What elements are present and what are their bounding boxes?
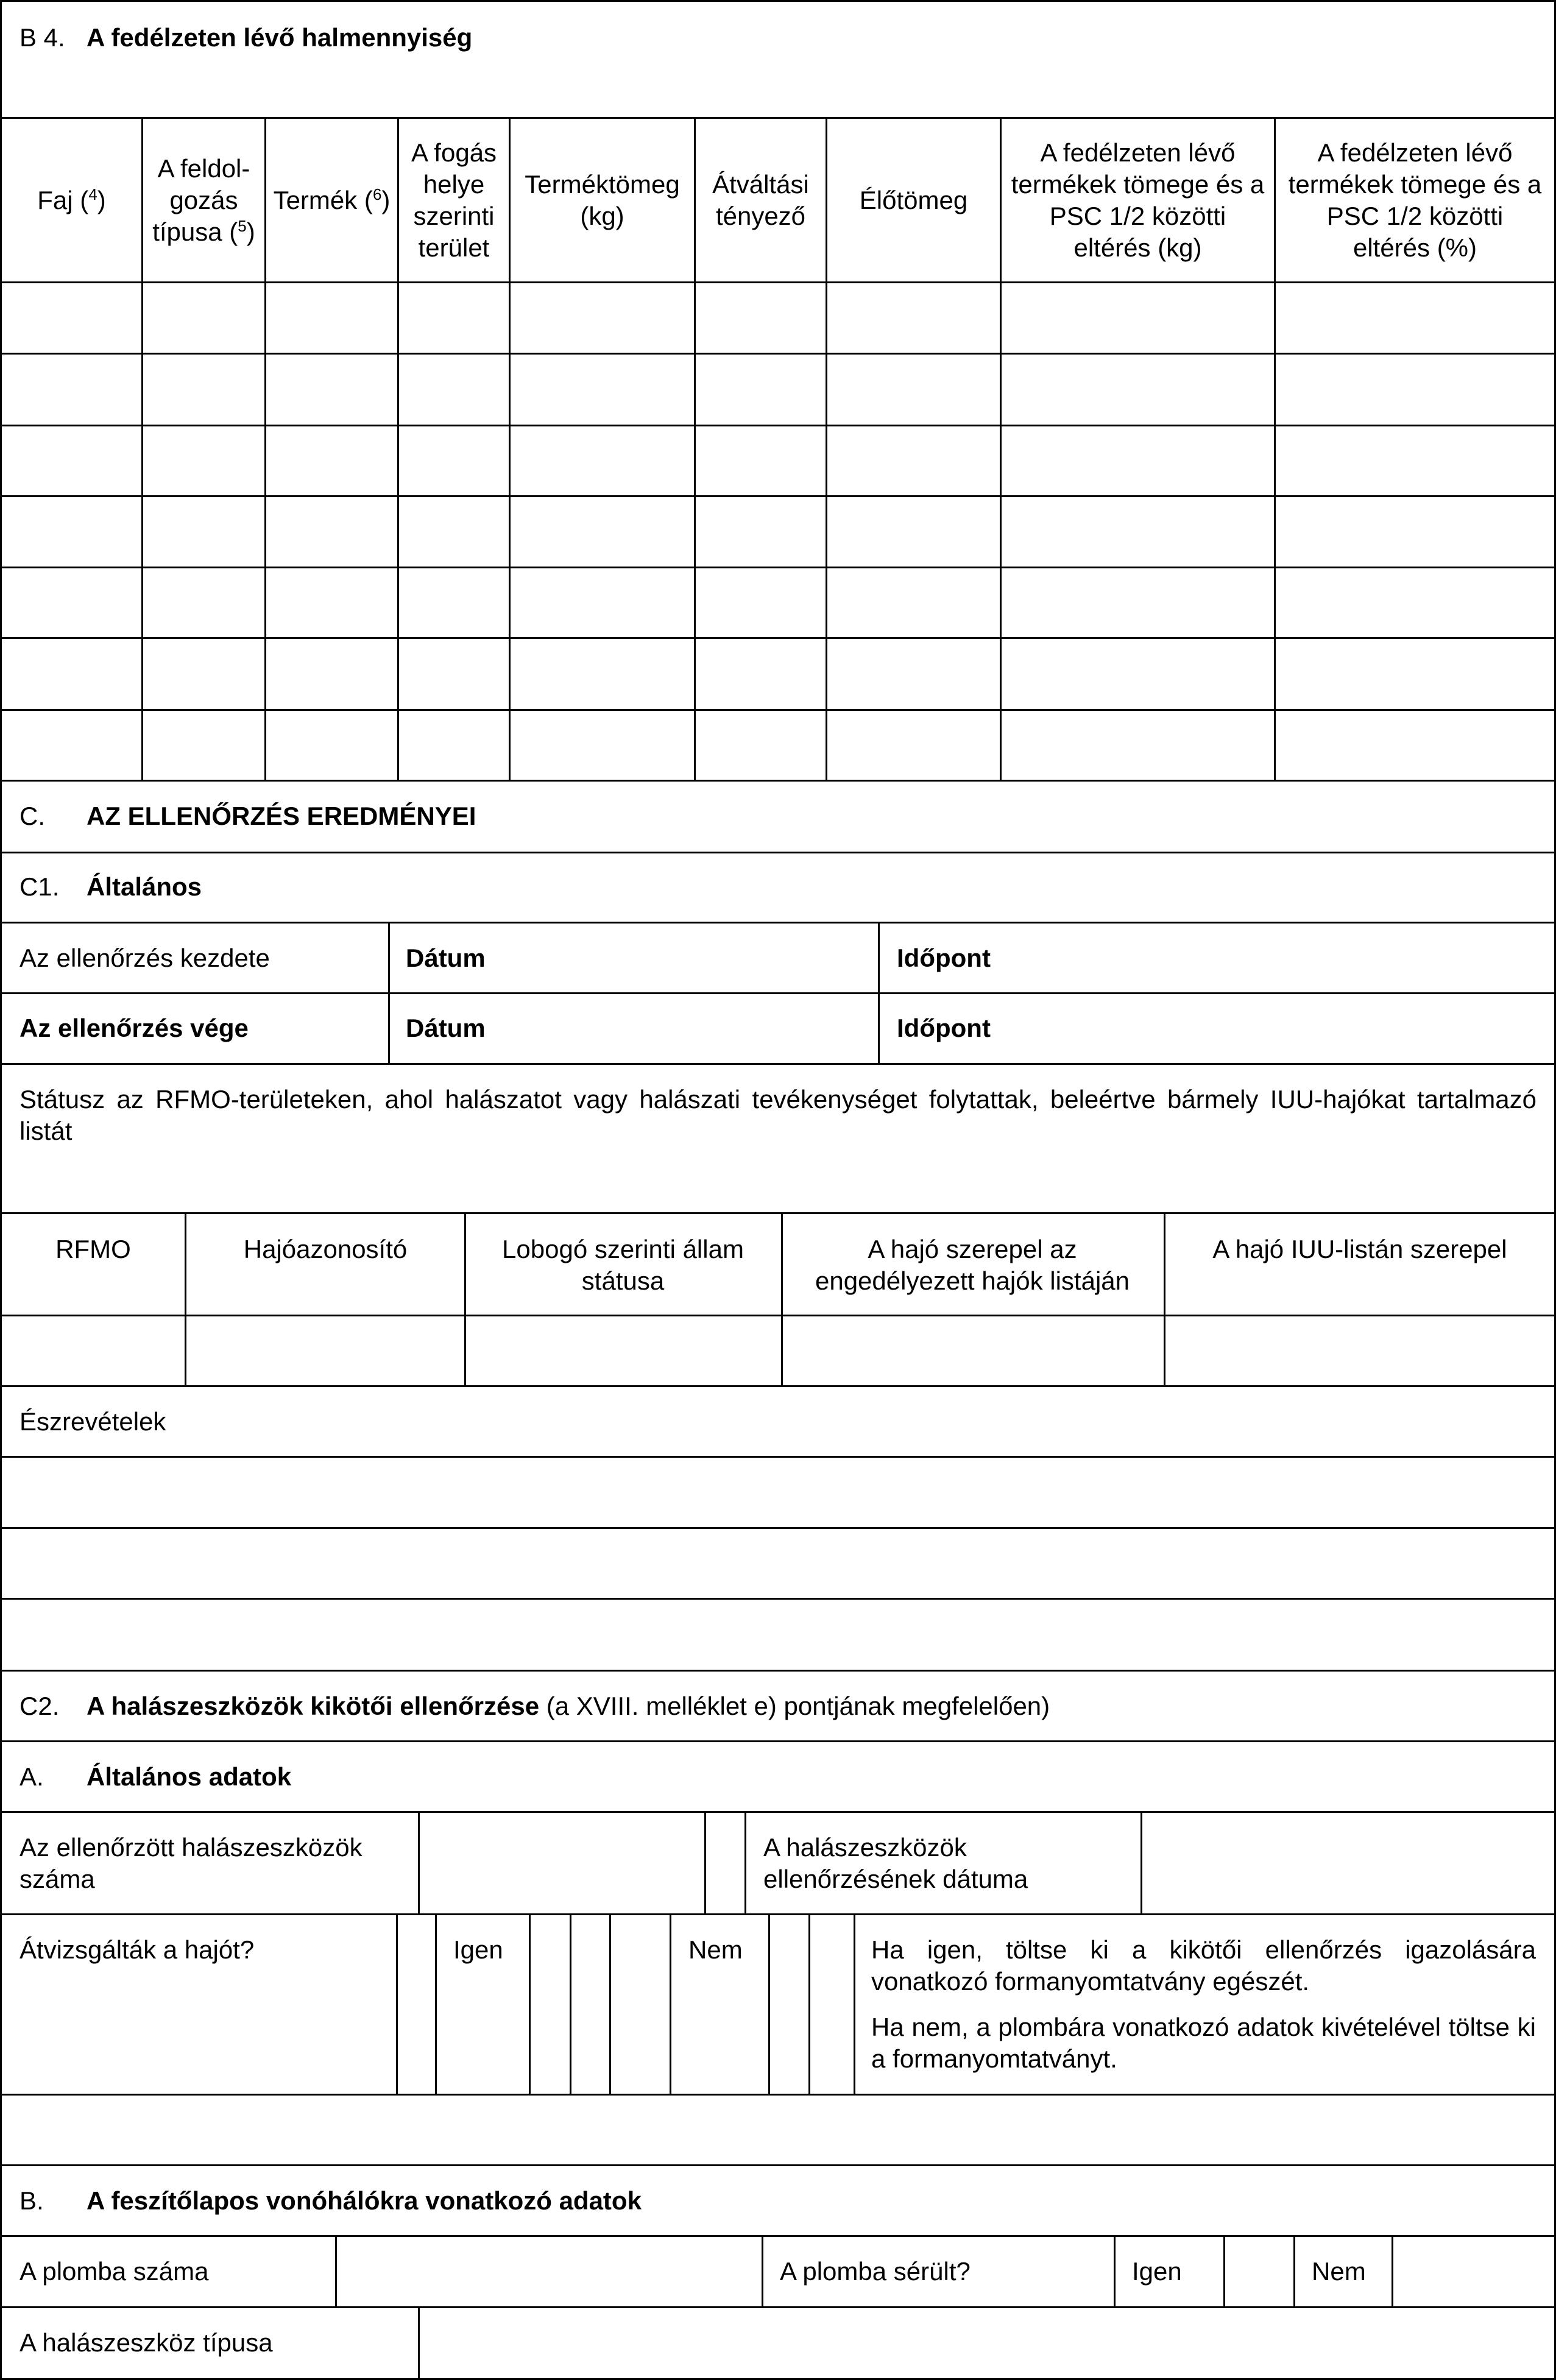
inspected-question: Átvizsgálták a hajót? [19,1935,255,1964]
seal-no-label: Nem [1312,2257,1366,2286]
inspected-no-label: Nem [688,1935,743,1964]
col-engedelyezett: A hajó szerepel az engedélyezett hajók listáján [815,1235,1130,1295]
seal-yes-label: Igen [1132,2257,1182,2286]
a-number: A. [19,1762,44,1791]
col-fogas-helye: A fogás helye szerinti terület [411,138,497,262]
rfmo-status-text: Státusz az RFMO-területeken, ahol halászatot vagy halászati tevékenységet folytattak, beleértve bármely IUU-hajókat tartalmazó listát [19,1085,1537,1145]
frame-left [0,0,2,2380]
b-title: A feszítőlapos vonóhálókra vonatkozó adatok [87,2186,642,2215]
note-if-yes: Ha igen, töltse ki a kikötői ellenőrzés igazolására vonatkozó formanyomtatvány egészét. [871,1935,1536,1996]
col-elotomeg: Élőtömeg [859,185,968,214]
b4-title: A fedélzeten lévő halmennyiség [87,23,473,52]
gear-count-label: Az ellenőrzött halászeszközök száma [19,1833,362,1893]
col-feldolgozas: A feldol- gozás típusa ($^5$) [152,154,255,246]
seal-damaged-label: A plomba sérült? [780,2257,971,2286]
col-atvaltasi: Átváltási tényező [712,169,809,230]
end-date-label: Dátum [406,1014,486,1042]
gear-type-label: A halászeszköz típusa [19,2328,273,2357]
col-elteres-kg: A fedélzeten lévő termékek tömege és a PSC 1/2 közötti eltérés (kg) [1011,138,1265,262]
gear-date-label: A halászeszközök ellenőrzésének dátuma [763,1833,1028,1893]
col-termek: Termék ($^6$) [273,185,391,214]
start-date-label: Dátum [406,944,486,972]
b-number: B. [19,2186,44,2215]
frame-top [0,0,1556,2]
col-rfmo: RFMO [55,1235,131,1263]
seal-number-label: A plomba száma [19,2257,209,2286]
c-number: C. [19,802,45,830]
remarks-label: Észrevételek [19,1407,166,1436]
note-if-no: Ha nem, a plombára vonatkozó adatok kivételével töltse ki a formanyomtatványt. [871,2013,1536,2073]
start-label: Az ellenőrzés kezdete [19,944,270,972]
c1-number: C1. [19,872,60,901]
c2-title: A halászeszközök kikötői ellenőrzése (a XVIII. melléklet e) pontjának megfelelően) [87,1692,1050,1720]
col-lobogo: Lobogó szerinti állam státusa [502,1235,744,1295]
c1-title: Általános [87,872,202,901]
c-title: AZ ELLENŐRZÉS EREDMÉNYEI [87,802,476,830]
col-termektomeg: Terméktömeg (kg) [525,169,680,230]
inspected-yes-label: Igen [453,1935,503,1964]
start-time-label: Időpont [897,944,991,972]
col-hajoazonosito: Hajóazonosító [243,1235,408,1263]
col-iuu: A hajó IUU-listán szerepel [1212,1235,1507,1263]
c2-number: C2. [19,1692,60,1720]
end-label: Az ellenőrzés vége [19,1014,249,1042]
a-title: Általános adatok [87,1762,292,1791]
col-faj: Faj ($^4$) [37,185,106,214]
col-elteres-pct: A fedélzeten lévő termékek tömege és a PSC 1/2 közötti eltérés (%) [1288,138,1542,262]
end-time-label: Időpont [897,1014,991,1042]
b4-number: B 4. [19,23,65,52]
